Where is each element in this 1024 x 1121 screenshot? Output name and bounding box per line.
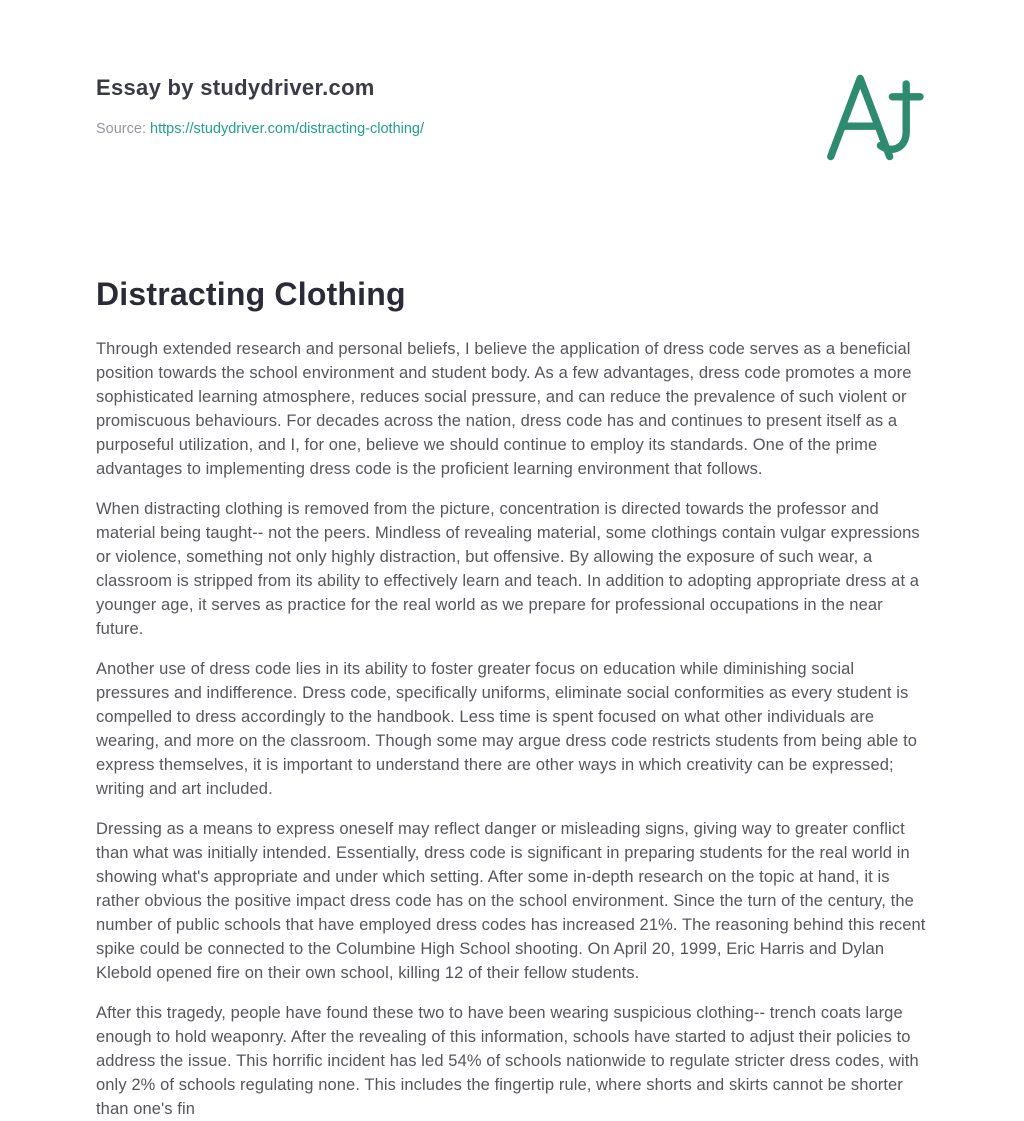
- source-link[interactable]: https://studydriver.com/distracting-clothing/: [150, 121, 425, 137]
- source-label: Source:: [96, 121, 146, 137]
- source-line: [96, 121, 424, 137]
- essay-body: [96, 337, 928, 1121]
- header-left: [96, 75, 424, 137]
- paragraph: Dressing as a means to express oneself may reflect danger or misleading signs, giving way to greater conflict than what was initially intended. Essentially, dress code is significant in preparing students for the real world in showing what's appropriate and under which setting. After some in-depth research on the topic at hand, it is rather obvious the positive impact dress code has on the school environment. Since the turn of the century, the number of public schools that have employed dress codes has increased 21%. The reasoning behind this recent spike could be connected to the Columbine High School shooting. On April 20, 1999, Eric Harris and Dylan Klebold opened fire on their own school, killing 12 of their fellow students.: [96, 820, 926, 982]
- studydriver-logo-icon: [822, 71, 926, 163]
- essay-by-line: Essay by studydriver.com: [96, 75, 375, 100]
- page-title: Distracting Clothing: [96, 276, 406, 312]
- paragraph: After this tragedy, people have found these two to have been wearing suspicious clothing-- trench coats large enough to hold weaponry. After the revealing of this information, schools have started to adjust their policies to address the issue. This horrific incident has led 54% of schools nationwide to regulate stricter dress codes, with only 2% of schools regulating none. This includes the fingertip rule, where shorts and skirts cannot be shorter than one's fin: [96, 1004, 919, 1118]
- paragraph: Through extended research and personal beliefs, I believe the application of dress code serves as a beneficial position towards the school environment and student body. As a few advantages, dress code promotes a more sophisticated learning atmosphere, reduces social pressure, and can reduce the prevalence of such violent or promiscuous behaviours. For decades across the nation, dress code has and continues to present itself as a purposeful utilization, and I, for one, believe we should continue to employ its standards. One of the prime advantages to implementing dress code is the proficient learning environment that follows.: [96, 340, 912, 478]
- document-header: [96, 75, 928, 163]
- paragraph: Another use of dress code lies in its ability to foster greater focus on education while diminishing social pressures and indifference. Dress code, specifically uniforms, eliminate social conformities as every student is compelled to dress accordingly to the handbook. Less time is spent focused on what other individuals are wearing, and more on the classroom. Though some may argue dress code restricts students from being able to express themselves, it is important to understand there are other ways in which creativity can be expressed; writing and art included.: [96, 660, 918, 798]
- paragraph: When distracting clothing is removed from the picture, concentration is directed towards the professor and material being taught-- not the peers. Mindless of revealing material, some clothings contain vulgar expressions or violence, something not only highly distraction, but offensive. By allowing the exposure of such wear, a classroom is stripped from its ability to effectively learn and teach. In addition to adopting appropriate dress at a younger age, it serves as practice for the real world as we prepare for professional occupations in the near future.: [96, 500, 920, 638]
